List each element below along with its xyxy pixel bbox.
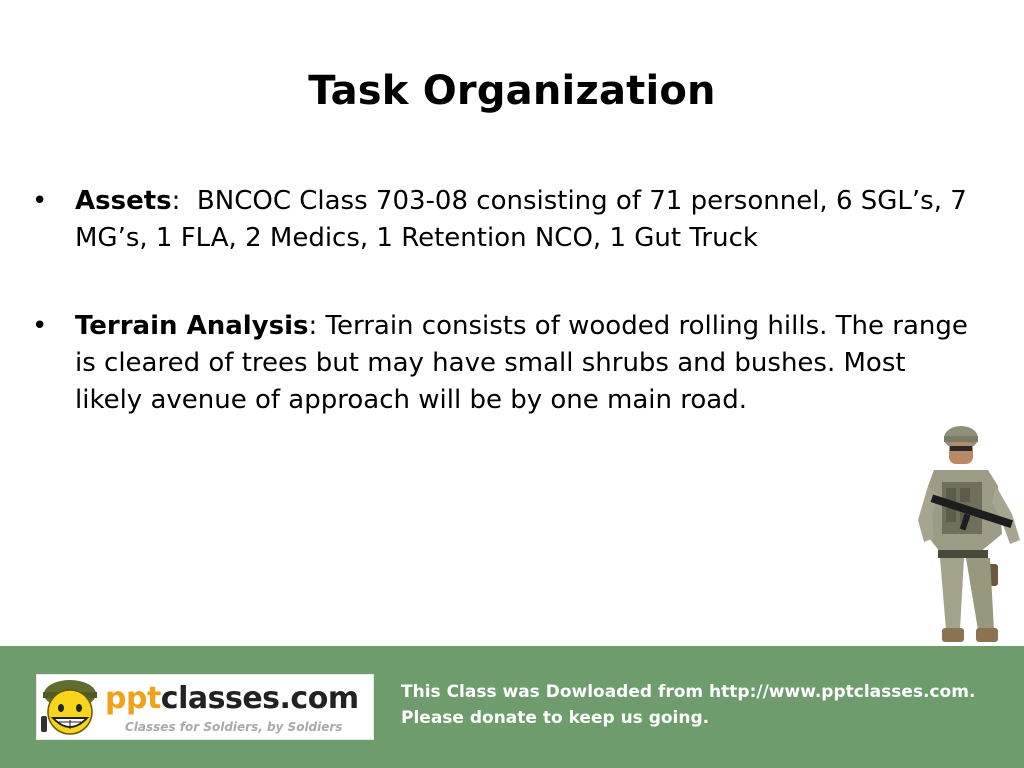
logo-wordmark-rest: classes.com bbox=[160, 681, 359, 716]
smiley-soldier-icon bbox=[39, 678, 101, 738]
bullet-separator: : bbox=[171, 186, 197, 216]
footer-banner bbox=[0, 646, 1024, 768]
footer-message bbox=[401, 679, 1011, 731]
footer-message-line-2: Please donate to keep us going. bbox=[401, 708, 710, 728]
footer-message-line-1: This Class was Dowloaded from http://www.pptclasses.com. bbox=[401, 682, 976, 702]
bullet-terrain-analysis bbox=[30, 308, 970, 419]
bullet-text: Terrain consists of wooded rolling hills. The range is cleared of trees but may have small shrubs and bushes. Most likely avenue of approach will be by one main road. bbox=[75, 311, 968, 415]
bullet-marker: • bbox=[32, 186, 48, 216]
soldier-image bbox=[908, 424, 1024, 646]
bullet-separator: : bbox=[308, 311, 326, 341]
bullet-text: BNCOC Class 703-08 consisting of 71 personnel, 6 SGL’s, 7 MG’s, 1 FLA, 2 Medics, 1 Retention NCO, 1 Gut Truck bbox=[75, 186, 967, 253]
pptclasses-logo[interactable] bbox=[36, 674, 374, 740]
bullet-marker: • bbox=[32, 311, 48, 341]
bullet-list bbox=[30, 183, 970, 470]
bullet-assets bbox=[30, 183, 970, 257]
bullet-term: Terrain Analysis bbox=[75, 311, 309, 341]
bullet-term: Assets bbox=[75, 186, 172, 216]
logo-wordmark bbox=[105, 681, 359, 716]
slide-title: Task Organization bbox=[308, 68, 716, 114]
logo-wordmark-ppt: ppt bbox=[105, 681, 161, 716]
logo-tagline: Classes for Soldiers, by Soldiers bbox=[125, 720, 343, 734]
